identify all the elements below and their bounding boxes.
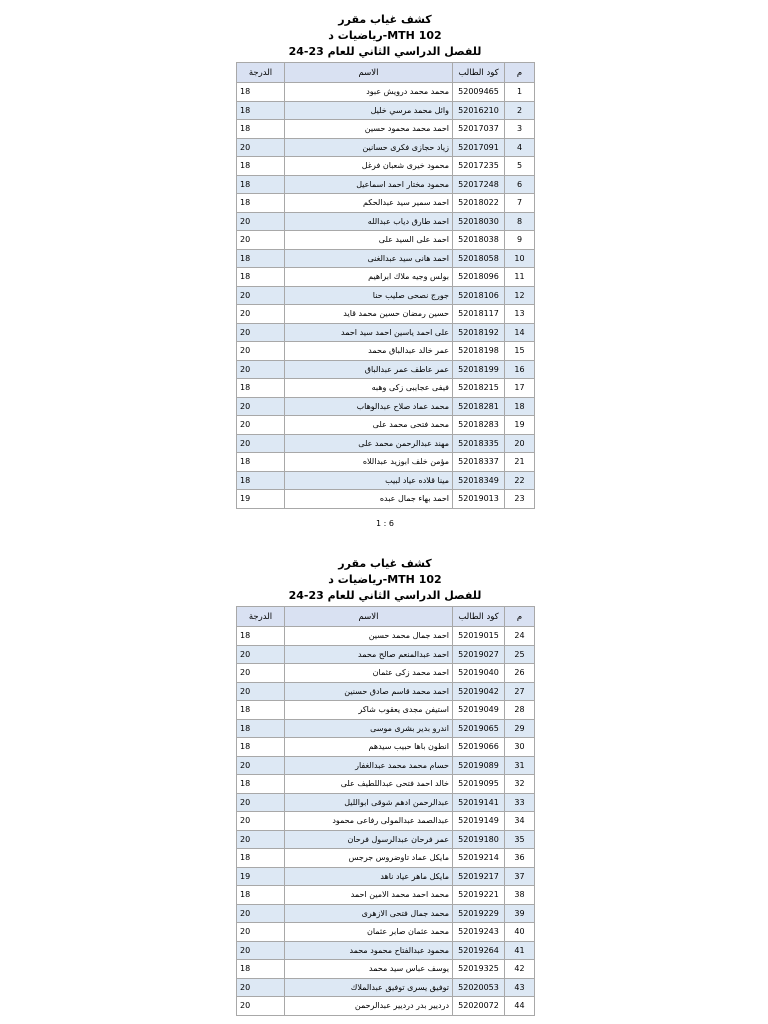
table-body-1: [237, 83, 535, 509]
row-number: 9: [505, 231, 535, 250]
row-number: 37: [505, 867, 535, 886]
student-name: احمد هانى سيد عبدالغنى: [285, 249, 453, 268]
row-number: 14: [505, 323, 535, 342]
student-name: وائل محمد مرسي خليل: [285, 101, 453, 120]
student-grade: 20: [237, 397, 285, 416]
grades-table-2: [236, 606, 535, 1016]
table-row: [237, 849, 535, 868]
student-name: احمد طارق دياب عبدالله: [285, 212, 453, 231]
student-grade: 20: [237, 231, 285, 250]
student-code: 52009465: [453, 83, 505, 102]
student-code: 52018281: [453, 397, 505, 416]
student-name: يوسف عباس سيد محمد: [285, 960, 453, 979]
row-number: 40: [505, 923, 535, 942]
table-row: [237, 434, 535, 453]
student-name: محمد عثمان صابر عثمان: [285, 923, 453, 942]
col-header-code: كود الطالب: [453, 607, 505, 627]
student-name: خالد احمد فتحى عبداللطيف على: [285, 775, 453, 794]
student-grade: 18: [237, 175, 285, 194]
student-code: 52016210: [453, 101, 505, 120]
student-grade: 18: [237, 379, 285, 398]
student-code: 52018106: [453, 286, 505, 305]
student-grade: 18: [237, 701, 285, 720]
title-line-1: كشف غياب مقرر: [338, 557, 432, 570]
student-code: 52018335: [453, 434, 505, 453]
row-number: 39: [505, 904, 535, 923]
student-code: 52019217: [453, 867, 505, 886]
row-number: 18: [505, 397, 535, 416]
student-grade: 20: [237, 682, 285, 701]
student-grade: 19: [237, 490, 285, 509]
table-body-2: [237, 627, 535, 1016]
col-header-code: كود الطالب: [453, 63, 505, 83]
student-grade: 20: [237, 305, 285, 324]
table-row: [237, 941, 535, 960]
table-row: [237, 645, 535, 664]
page-counter: 1 : 6: [376, 519, 394, 528]
student-name: عمر خالد عبدالباق محمد: [285, 342, 453, 361]
row-number: 21: [505, 453, 535, 472]
student-grade: 20: [237, 416, 285, 435]
row-number: 36: [505, 849, 535, 868]
student-code: 52018283: [453, 416, 505, 435]
student-code: 52019066: [453, 738, 505, 757]
row-number: 28: [505, 701, 535, 720]
student-name: احمد جمال محمد حسين: [285, 627, 453, 646]
row-number: 43: [505, 978, 535, 997]
row-number: 6: [505, 175, 535, 194]
student-code: 52019325: [453, 960, 505, 979]
table-row: [237, 101, 535, 120]
col-header-m: م: [505, 607, 535, 627]
table-row: [237, 775, 535, 794]
row-number: 4: [505, 138, 535, 157]
student-grade: 20: [237, 793, 285, 812]
student-name: عمر عاطف عمر عبدالباق: [285, 360, 453, 379]
student-code: 52019089: [453, 756, 505, 775]
student-grade: 20: [237, 812, 285, 831]
row-number: 27: [505, 682, 535, 701]
table-row: [237, 756, 535, 775]
student-code: 52019065: [453, 719, 505, 738]
student-code: 52019243: [453, 923, 505, 942]
student-grade: 20: [237, 138, 285, 157]
row-number: 1: [505, 83, 535, 102]
table-row: [237, 960, 535, 979]
student-code: 52018030: [453, 212, 505, 231]
row-number: 12: [505, 286, 535, 305]
student-code: 52020053: [453, 978, 505, 997]
student-code: 52017248: [453, 175, 505, 194]
table-row: [237, 627, 535, 646]
student-grade: 20: [237, 360, 285, 379]
student-grade: 18: [237, 194, 285, 213]
student-grade: 20: [237, 997, 285, 1016]
student-code: 52019027: [453, 645, 505, 664]
row-number: 13: [505, 305, 535, 324]
title-line-2: MTH 102-رياضيات د: [328, 29, 442, 42]
table-row: [237, 212, 535, 231]
table-row: [237, 682, 535, 701]
row-number: 11: [505, 268, 535, 287]
student-grade: 18: [237, 268, 285, 287]
sheet-page-1: [236, 12, 534, 509]
col-header-name: الاسم: [285, 607, 453, 627]
row-number: 5: [505, 157, 535, 176]
student-code: 52019229: [453, 904, 505, 923]
student-code: 52019042: [453, 682, 505, 701]
student-grade: 18: [237, 775, 285, 794]
table-row: [237, 342, 535, 361]
student-name: احمد بهاء جمال عبده: [285, 490, 453, 509]
student-code: 52019149: [453, 812, 505, 831]
student-grade: 20: [237, 923, 285, 942]
row-number: 16: [505, 360, 535, 379]
student-code: 52019015: [453, 627, 505, 646]
table-row: [237, 305, 535, 324]
student-name: انطون باها حبيب سيدهم: [285, 738, 453, 757]
student-name: توفيق يسرى توفيق عبدالملاك: [285, 978, 453, 997]
student-grade: 18: [237, 157, 285, 176]
student-grade: 20: [237, 645, 285, 664]
row-number: 10: [505, 249, 535, 268]
row-number: 42: [505, 960, 535, 979]
row-number: 29: [505, 719, 535, 738]
table-row: [237, 360, 535, 379]
title-line-2: MTH 102-رياضيات د: [328, 573, 442, 586]
student-grade: 20: [237, 830, 285, 849]
row-number: 3: [505, 120, 535, 139]
table-row: [237, 978, 535, 997]
col-header-name: الاسم: [285, 63, 453, 83]
table-row: [237, 249, 535, 268]
student-grade: 18: [237, 886, 285, 905]
student-name: مايكل عماد تاوضروس جرجس: [285, 849, 453, 868]
student-name: محمود مختار احمد اسماعيل: [285, 175, 453, 194]
student-code: 52020072: [453, 997, 505, 1016]
student-name: عمر فرحان عبدالرسول فرحان: [285, 830, 453, 849]
table-row: [237, 397, 535, 416]
student-name: احمد سمير سيد عبدالحكم: [285, 194, 453, 213]
student-code: 52018199: [453, 360, 505, 379]
header-row: [237, 607, 535, 627]
student-name: زياد حجازى فكرى حسانين: [285, 138, 453, 157]
table-row: [237, 157, 535, 176]
student-name: درديير بدر درديير عبدالرحمن: [285, 997, 453, 1016]
title-line-3: للفصل الدراسي الثاني للعام 23-24: [288, 45, 482, 58]
student-grade: 18: [237, 453, 285, 472]
student-name: عبدالصمد عبدالمولى رفاعى محمود: [285, 812, 453, 831]
student-code: 52018349: [453, 471, 505, 490]
student-name: فيفى عجايبى زكى وهبه: [285, 379, 453, 398]
table-row: [237, 83, 535, 102]
student-grade: 20: [237, 664, 285, 683]
row-number: 31: [505, 756, 535, 775]
student-code: 52018192: [453, 323, 505, 342]
row-number: 15: [505, 342, 535, 361]
table-row: [237, 471, 535, 490]
table-row: [237, 812, 535, 831]
table-row: [237, 997, 535, 1016]
student-name: بولس وجيه ملاك ابراهيم: [285, 268, 453, 287]
student-name: محمود خيرى شعبان فرغل: [285, 157, 453, 176]
row-number: 20: [505, 434, 535, 453]
student-name: حسام محمد محمد عبدالغفار: [285, 756, 453, 775]
student-name: حسين رمضان حسين محمد قايد: [285, 305, 453, 324]
row-number: 22: [505, 471, 535, 490]
student-grade: 18: [237, 249, 285, 268]
grades-table-1: [236, 62, 535, 509]
student-name: استيفن مجدى يعقوب شاكر: [285, 701, 453, 720]
table-row: [237, 886, 535, 905]
row-number: 17: [505, 379, 535, 398]
student-grade: 18: [237, 120, 285, 139]
student-name: احمد محمد قاسم صادق حسنين: [285, 682, 453, 701]
student-code: 52019214: [453, 849, 505, 868]
table-row: [237, 138, 535, 157]
student-name: مايكل ماهر عياد ناهد: [285, 867, 453, 886]
student-code: 52018337: [453, 453, 505, 472]
title-line-1: كشف غياب مقرر: [338, 13, 432, 26]
student-name: محمد عماد صلاح عبدالوهاب: [285, 397, 453, 416]
table-row: [237, 664, 535, 683]
row-number: 2: [505, 101, 535, 120]
student-grade: 18: [237, 719, 285, 738]
table-row: [237, 268, 535, 287]
row-number: 32: [505, 775, 535, 794]
student-name: محمود عبدالفتاح محمود محمد: [285, 941, 453, 960]
row-number: 7: [505, 194, 535, 213]
report-title: [236, 556, 534, 604]
table-row: [237, 719, 535, 738]
student-name: مؤمن خلف ابوزيد عبداللاه: [285, 453, 453, 472]
row-number: 44: [505, 997, 535, 1016]
table-row: [237, 793, 535, 812]
student-code: 52019040: [453, 664, 505, 683]
student-code: 52017235: [453, 157, 505, 176]
student-name: جورج نصحى صليب حنا: [285, 286, 453, 305]
student-name: على احمد ياسين احمد سيد احمد: [285, 323, 453, 342]
student-grade: 18: [237, 471, 285, 490]
row-number: 30: [505, 738, 535, 757]
student-name: محمد محمد درويش عبود: [285, 83, 453, 102]
student-code: 52019221: [453, 886, 505, 905]
table-row: [237, 175, 535, 194]
student-name: احمد محمد محمود حسين: [285, 120, 453, 139]
student-name: محمد فتحى محمد على: [285, 416, 453, 435]
student-grade: 18: [237, 960, 285, 979]
row-number: 35: [505, 830, 535, 849]
student-grade: 18: [237, 849, 285, 868]
col-header-grade: الدرجة: [237, 63, 285, 83]
row-number: 24: [505, 627, 535, 646]
student-code: 52018198: [453, 342, 505, 361]
student-grade: 18: [237, 627, 285, 646]
student-name: محمد جمال فتحى الازهرى: [285, 904, 453, 923]
student-grade: 20: [237, 941, 285, 960]
student-code: 52019049: [453, 701, 505, 720]
student-code: 52017091: [453, 138, 505, 157]
student-code: 52018215: [453, 379, 505, 398]
report-title: [236, 12, 534, 60]
student-name: مهند عبدالرحمن محمد على: [285, 434, 453, 453]
row-number: 38: [505, 886, 535, 905]
col-header-m: م: [505, 63, 535, 83]
student-name: اندرو بدير بشرى موسى: [285, 719, 453, 738]
student-code: 52017037: [453, 120, 505, 139]
student-grade: 20: [237, 212, 285, 231]
table-row: [237, 701, 535, 720]
table-row: [237, 323, 535, 342]
student-code: 52018096: [453, 268, 505, 287]
table-row: [237, 286, 535, 305]
student-grade: 20: [237, 904, 285, 923]
student-code: 52019180: [453, 830, 505, 849]
student-name: احمد محمد زكى عثمان: [285, 664, 453, 683]
student-grade: 18: [237, 83, 285, 102]
row-number: 34: [505, 812, 535, 831]
student-code: 52019141: [453, 793, 505, 812]
student-code: 52019095: [453, 775, 505, 794]
row-number: 25: [505, 645, 535, 664]
student-grade: 20: [237, 286, 285, 305]
table-row: [237, 923, 535, 942]
row-number: 26: [505, 664, 535, 683]
student-code: 52018022: [453, 194, 505, 213]
col-header-grade: الدرجة: [237, 607, 285, 627]
table-row: [237, 194, 535, 213]
student-grade: 20: [237, 434, 285, 453]
row-number: 41: [505, 941, 535, 960]
student-code: 52019264: [453, 941, 505, 960]
student-name: احمد على السيد على: [285, 231, 453, 250]
sheet-page-2: [236, 556, 534, 1016]
student-name: مينا قلاده عياد لبيب: [285, 471, 453, 490]
table-row: [237, 453, 535, 472]
table-row: [237, 738, 535, 757]
student-grade: 20: [237, 978, 285, 997]
table-row: [237, 231, 535, 250]
student-code: 52018117: [453, 305, 505, 324]
row-number: 23: [505, 490, 535, 509]
student-grade: 20: [237, 756, 285, 775]
student-code: 52018038: [453, 231, 505, 250]
student-name: عبدالرحمن ادهم شوقى ابوالليل: [285, 793, 453, 812]
table-row: [237, 830, 535, 849]
student-grade: 20: [237, 323, 285, 342]
student-code: 52018058: [453, 249, 505, 268]
student-grade: 18: [237, 101, 285, 120]
table-row: [237, 379, 535, 398]
header-row: [237, 63, 535, 83]
student-grade: 18: [237, 738, 285, 757]
student-grade: 20: [237, 342, 285, 361]
student-code: 52019013: [453, 490, 505, 509]
student-name: محمد احمد محمد الامين احمد: [285, 886, 453, 905]
row-number: 19: [505, 416, 535, 435]
table-row: [237, 120, 535, 139]
title-line-3: للفصل الدراسي الثاني للعام 23-24: [288, 589, 482, 602]
student-name: احمد عبدالمنعم صالح محمد: [285, 645, 453, 664]
student-grade: 19: [237, 867, 285, 886]
table-row: [237, 416, 535, 435]
table-row: [237, 867, 535, 886]
row-number: 33: [505, 793, 535, 812]
row-number: 8: [505, 212, 535, 231]
table-row: [237, 490, 535, 509]
table-row: [237, 904, 535, 923]
